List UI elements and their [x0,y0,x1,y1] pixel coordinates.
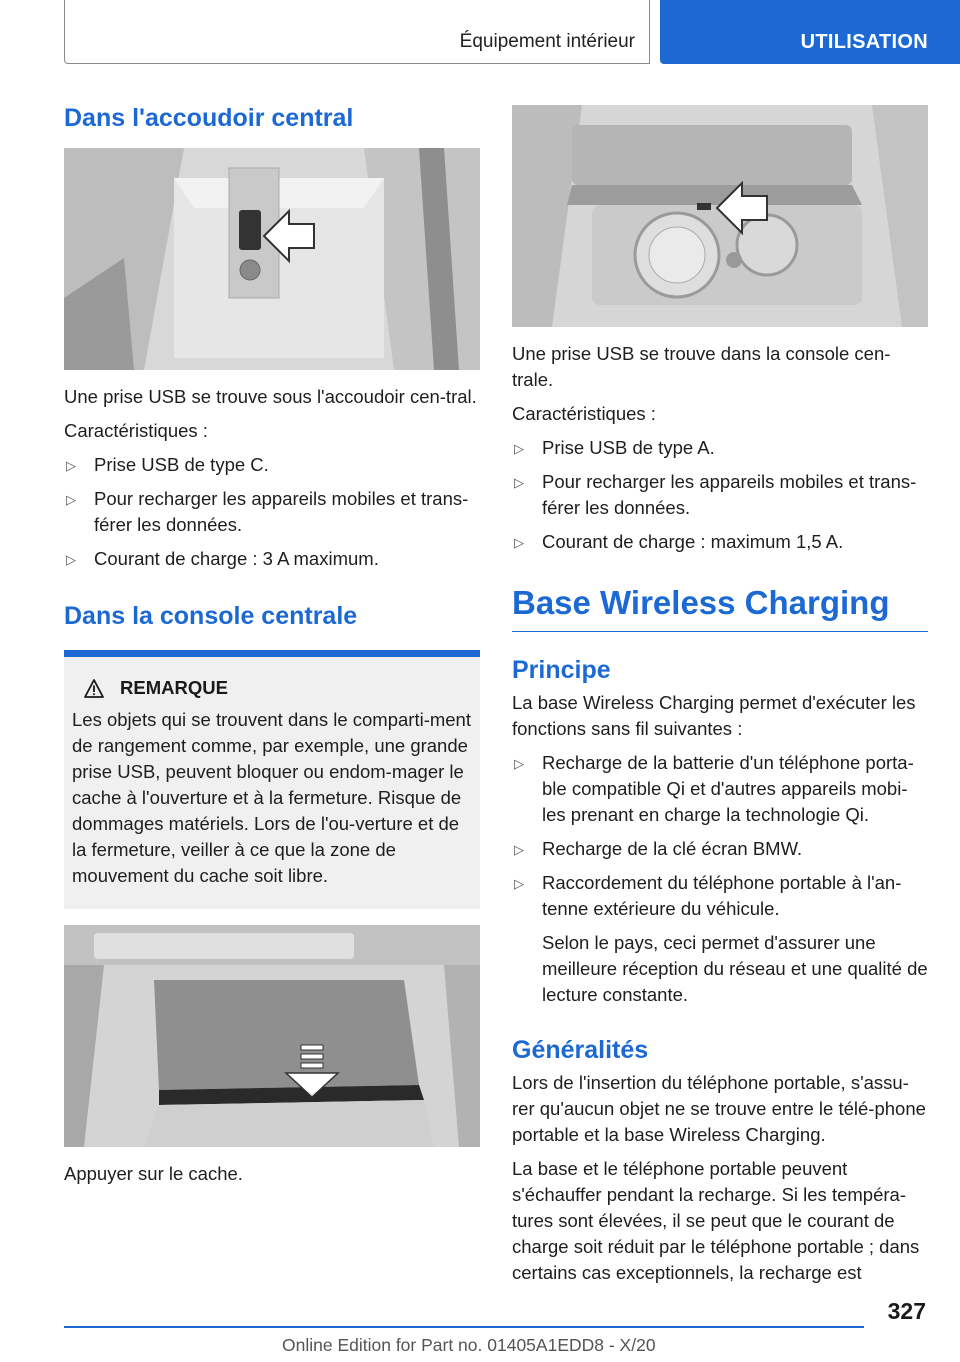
principle-sub-text: Selon le pays, ceci permet d'assurer une meilleure réception du réseau et une qualité de lecture constante. [542,932,928,1005]
list-item: ▷ Courant de charge : 3 A maximum. [64,546,480,572]
armrest-features-label: Caractéristiques : [64,420,208,441]
heading-general: Généralités [512,1036,649,1064]
list-item: ▷ Pour recharger les appareils mobiles et trans-férer les données. [514,471,917,518]
list-item: ▷ Prise USB de type A. [512,435,928,461]
armrest-usb-image [64,148,480,370]
console-usb-image [512,105,928,327]
bullet-triangle-icon: ▷ [514,876,524,891]
general-text-2: La base et le téléphone portable peuvent s'échauffer pendant la recharge. Si les tempéra-tures sont élevées, il se peut que le courant de charge soit réduit par le téléphone portable ; dans certains cas exceptionnels, la recharge est [512,1158,920,1283]
header-section-title: Équipement intérieur [459,31,635,52]
principle-text: La base Wireless Charging permet d'exécuter les fonctions sans fil suivantes : [512,692,916,739]
principle-list [512,750,928,1008]
heading-armrest: Dans l'accoudoir central [64,104,354,132]
left-column [64,100,480,1187]
bullet-triangle-icon: ▷ [66,552,76,567]
notice-box [64,650,480,909]
header-chapter-title: UTILISATION [800,31,928,53]
notice-text: Les objets qui se trouvent dans le comparti-ment de rangement comme, par exemple, une grande prise USB, peuvent bloquer ou endom-mager le cache à l'ouverture et à la fermeture. Risque de dommages matériels. Lors de l'ou-verture et de la fermeture, veiller à ce que la zone de mouvement du cache soit libre. [72,709,471,886]
header-chapter-tab[interactable] [660,0,960,64]
heading-console: Dans la console centrale [64,602,358,630]
heading-wireless-charging: Base Wireless Charging [512,581,928,632]
armrest-features-list [64,452,480,572]
page-number: 327 [887,1298,926,1324]
bullet-triangle-icon: ▷ [514,535,524,550]
bullet-triangle-icon: ▷ [66,458,76,473]
warning-triangle-icon [84,679,104,698]
console-text: Une prise USB se trouve dans la console cen-trale. [512,343,891,390]
notice-title: REMARQUE [72,675,472,701]
bullet-triangle-icon: ▷ [514,756,524,771]
bullet-triangle-icon: ▷ [66,492,76,507]
general-text-1: Lors de l'insertion du téléphone portable, s'assu-rer qu'aucun objet ne se trouve entre le télé-phone portable et la base Wireless Charging. [512,1072,926,1145]
footer-edition: Online Edition for Part no. 01405A1EDD8 - X/20 [282,1335,656,1355]
console-features-label: Caractéristiques : [512,403,656,424]
footer-rule [64,1326,864,1328]
bullet-triangle-icon: ▷ [514,475,524,490]
list-item: ▷ Pour recharger les appareils mobiles et trans-férer les données. [66,488,469,535]
press-cover-text: Appuyer sur le cache. [64,1163,243,1184]
list-item: ▷ Recharge de la batterie d'un téléphone porta-ble compatible Qi et d'autres appareils mobi-les prenant en charge la technologie Qi. [514,752,914,825]
heading-principle: Principe [512,656,611,684]
header-section-box [64,0,650,64]
console-cover-image [64,925,480,1147]
list-item: ▷ Courant de charge : maximum 1,5 A. [512,529,928,555]
bullet-triangle-icon: ▷ [514,842,524,857]
right-column [512,105,928,1286]
list-item: ▷ Raccordement du téléphone portable à l'an-tenne extérieure du véhicule. [514,872,902,919]
armrest-text: Une prise USB se trouve sous l'accoudoir cen-tral. [64,386,477,407]
list-item: ▷ Recharge de la clé écran BMW. [512,836,928,862]
console-features-list [512,435,928,555]
list-item: ▷ Prise USB de type C. [64,452,480,478]
bullet-triangle-icon: ▷ [514,441,524,456]
